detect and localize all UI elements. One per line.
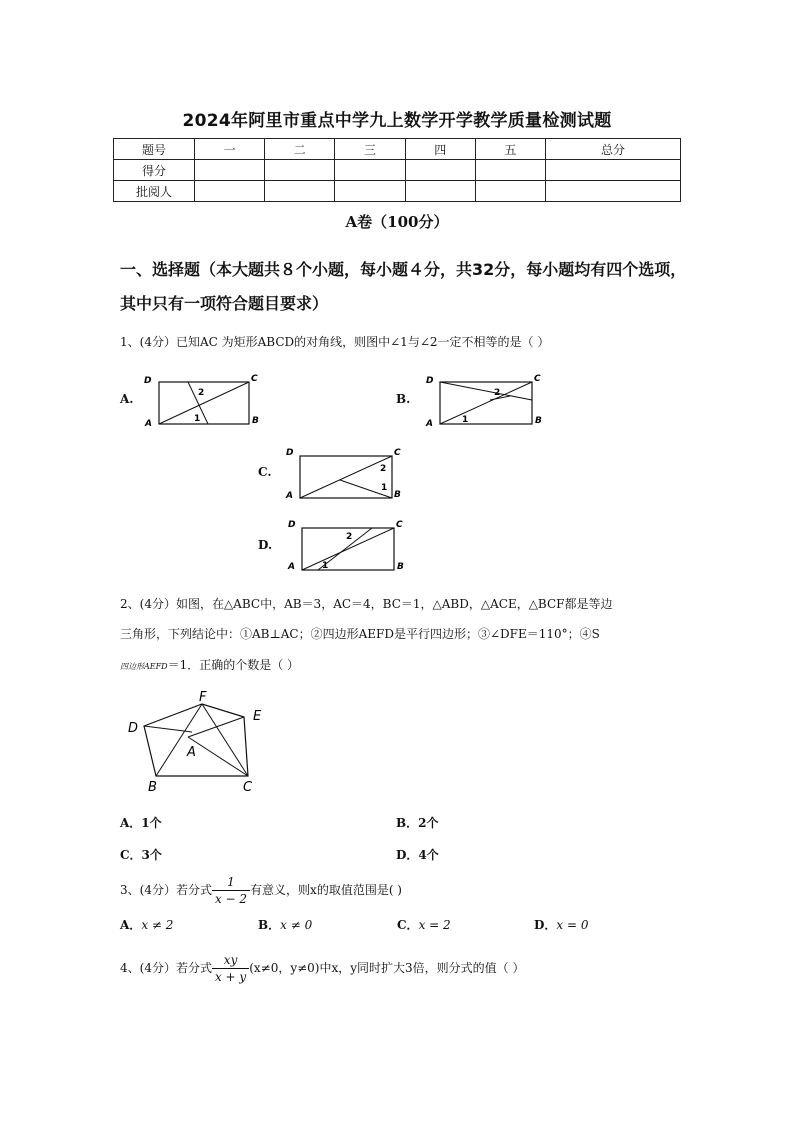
option-value: x ≠ 2 bbox=[141, 918, 174, 932]
label-d: D bbox=[286, 448, 294, 458]
line-ac bbox=[188, 737, 248, 776]
label-a: A bbox=[288, 562, 295, 572]
table-cell: 一 bbox=[195, 139, 265, 160]
q2-option-c: C．3个 bbox=[120, 848, 162, 862]
label-d: D bbox=[426, 376, 434, 386]
option-value: x = 2 bbox=[418, 918, 451, 932]
angle-1-label: 1 bbox=[381, 483, 388, 493]
angle-1-label: 1 bbox=[194, 414, 201, 424]
angle-2-label: 2 bbox=[198, 388, 205, 398]
denominator: x − 2 bbox=[214, 892, 248, 906]
label-b: B bbox=[252, 416, 259, 426]
label-a: A bbox=[426, 419, 433, 429]
score-table bbox=[113, 138, 681, 202]
section-a-heading: A卷（100分） bbox=[345, 213, 449, 231]
pentagon-outline bbox=[144, 704, 248, 776]
question-3-stem bbox=[120, 872, 680, 908]
table-cell bbox=[265, 181, 335, 202]
table-cell: 得分 bbox=[114, 160, 195, 181]
table-cell: 二 bbox=[265, 139, 335, 160]
question-2-line-3-text: ＝1．正确的个数是（ ） bbox=[167, 658, 300, 672]
label-b: B bbox=[397, 562, 404, 572]
table-cell: 四 bbox=[405, 139, 475, 160]
question-4-post: (x≠0，y≠0)中x，y同时扩大3倍，则分式的值（ ） bbox=[249, 961, 525, 975]
question-2-line-3 bbox=[120, 651, 680, 681]
angle-1-label: 1 bbox=[322, 561, 329, 571]
table-cell: 题号 bbox=[114, 139, 195, 160]
label-b: B bbox=[148, 780, 157, 795]
label-e: E bbox=[253, 709, 262, 724]
table-cell bbox=[475, 160, 545, 181]
q2-option-d: D．4个 bbox=[396, 848, 439, 862]
label-f: F bbox=[199, 690, 207, 705]
question-3-pre: 3、(4分）若分式 bbox=[120, 883, 212, 897]
table-cell bbox=[475, 181, 545, 202]
cross-line bbox=[440, 382, 532, 400]
label-b: B bbox=[394, 490, 401, 500]
label-d: D bbox=[288, 520, 296, 530]
q1-option-a-label: A. bbox=[120, 392, 134, 406]
q2-option-b: B．2个 bbox=[396, 816, 439, 830]
diagonal-ac bbox=[440, 382, 532, 424]
table-cell bbox=[265, 160, 335, 181]
label-c: C bbox=[396, 520, 403, 530]
line-da bbox=[144, 726, 192, 732]
q1-option-d-label: D. bbox=[258, 538, 273, 552]
table-row bbox=[114, 181, 681, 202]
option-value: x ≠ 0 bbox=[280, 918, 313, 932]
q2-figure bbox=[122, 688, 272, 798]
table-cell: 批阅人 bbox=[114, 181, 195, 202]
q3-option-a bbox=[120, 916, 173, 933]
table-cell bbox=[195, 160, 265, 181]
table-row bbox=[114, 139, 681, 160]
section-1-heading: 一、选择题（本大题共８个小题，每小题４分，共32分，每小题均有四个选项，其中只有一项符合题目要求） bbox=[120, 260, 687, 313]
question-2-line-2: 三角形，下列结论中：①AB⊥AC；②四边形AEFD是平行四边形；③∠DFE＝110°；④S bbox=[120, 627, 600, 641]
label-c: C bbox=[534, 374, 541, 384]
label-d: D bbox=[144, 376, 152, 386]
page-title: 2024年阿里市重点中学九上数学开学教学质量检测试题 bbox=[182, 111, 612, 131]
angle-2-label: 2 bbox=[346, 532, 353, 542]
angle-2-label: 2 bbox=[380, 464, 387, 474]
option-label: C． bbox=[397, 918, 419, 932]
q3-option-d bbox=[534, 916, 589, 933]
table-cell bbox=[335, 181, 405, 202]
angle-1-label: 1 bbox=[462, 415, 469, 425]
area-subscript: 四边形AEFD bbox=[120, 662, 168, 671]
line-fb bbox=[156, 704, 202, 776]
option-value: x = 0 bbox=[556, 918, 589, 932]
table-row bbox=[114, 160, 681, 181]
question-4-pre: 4、(4分）若分式 bbox=[120, 961, 212, 975]
label-a: A bbox=[286, 491, 293, 501]
label-b: B bbox=[535, 416, 542, 426]
label-a: A bbox=[145, 419, 152, 429]
numerator: 1 bbox=[212, 874, 250, 891]
table-cell: 三 bbox=[335, 139, 405, 160]
table-cell bbox=[546, 160, 681, 181]
q1-option-b-label: B. bbox=[396, 392, 411, 406]
table-cell bbox=[195, 181, 265, 202]
line-fc bbox=[202, 704, 248, 776]
q1-figure-b bbox=[420, 370, 550, 430]
q2-option-a: A．1个 bbox=[120, 816, 162, 830]
option-label: D． bbox=[534, 918, 557, 932]
label-a: A bbox=[187, 745, 196, 760]
label-d: D bbox=[128, 721, 139, 736]
table-cell bbox=[546, 181, 681, 202]
question-2-line-1: 2、(4分）如图，在△ABC中，AB＝3，AC＝4，BC＝1，△ABD，△ACE，△BCF都是等边 bbox=[120, 597, 613, 611]
question-3-post: 有意义，则x的取值范围是( ) bbox=[250, 883, 402, 897]
angle-2-label: 2 bbox=[494, 388, 501, 398]
q1-figure-d bbox=[282, 515, 412, 575]
label-c: C bbox=[394, 448, 401, 458]
table-cell bbox=[405, 160, 475, 181]
q1-figure-a bbox=[140, 370, 270, 430]
q3-option-c bbox=[397, 916, 451, 933]
fraction bbox=[212, 952, 249, 985]
option-label: A． bbox=[120, 918, 142, 932]
table-cell: 总分 bbox=[546, 139, 681, 160]
denominator: x + y bbox=[214, 970, 247, 984]
question-1-stem: 1、(4分）已知AC 为矩形ABCD的对角线，则图中∠1与∠2一定不相等的是（ ） bbox=[120, 335, 550, 349]
label-c: C bbox=[251, 374, 258, 384]
fraction bbox=[212, 874, 250, 907]
numerator: xy bbox=[212, 952, 249, 969]
label-c: C bbox=[243, 780, 253, 795]
table-cell bbox=[405, 181, 475, 202]
question-4-stem bbox=[120, 950, 680, 986]
option-label: B． bbox=[258, 918, 281, 932]
table-cell: 五 bbox=[475, 139, 545, 160]
table-cell bbox=[335, 160, 405, 181]
q1-option-c-label: C. bbox=[258, 465, 272, 479]
q3-option-b bbox=[258, 916, 312, 933]
line-ea bbox=[188, 717, 244, 737]
diagonal-ac bbox=[300, 456, 392, 498]
q1-figure-c bbox=[282, 443, 412, 503]
